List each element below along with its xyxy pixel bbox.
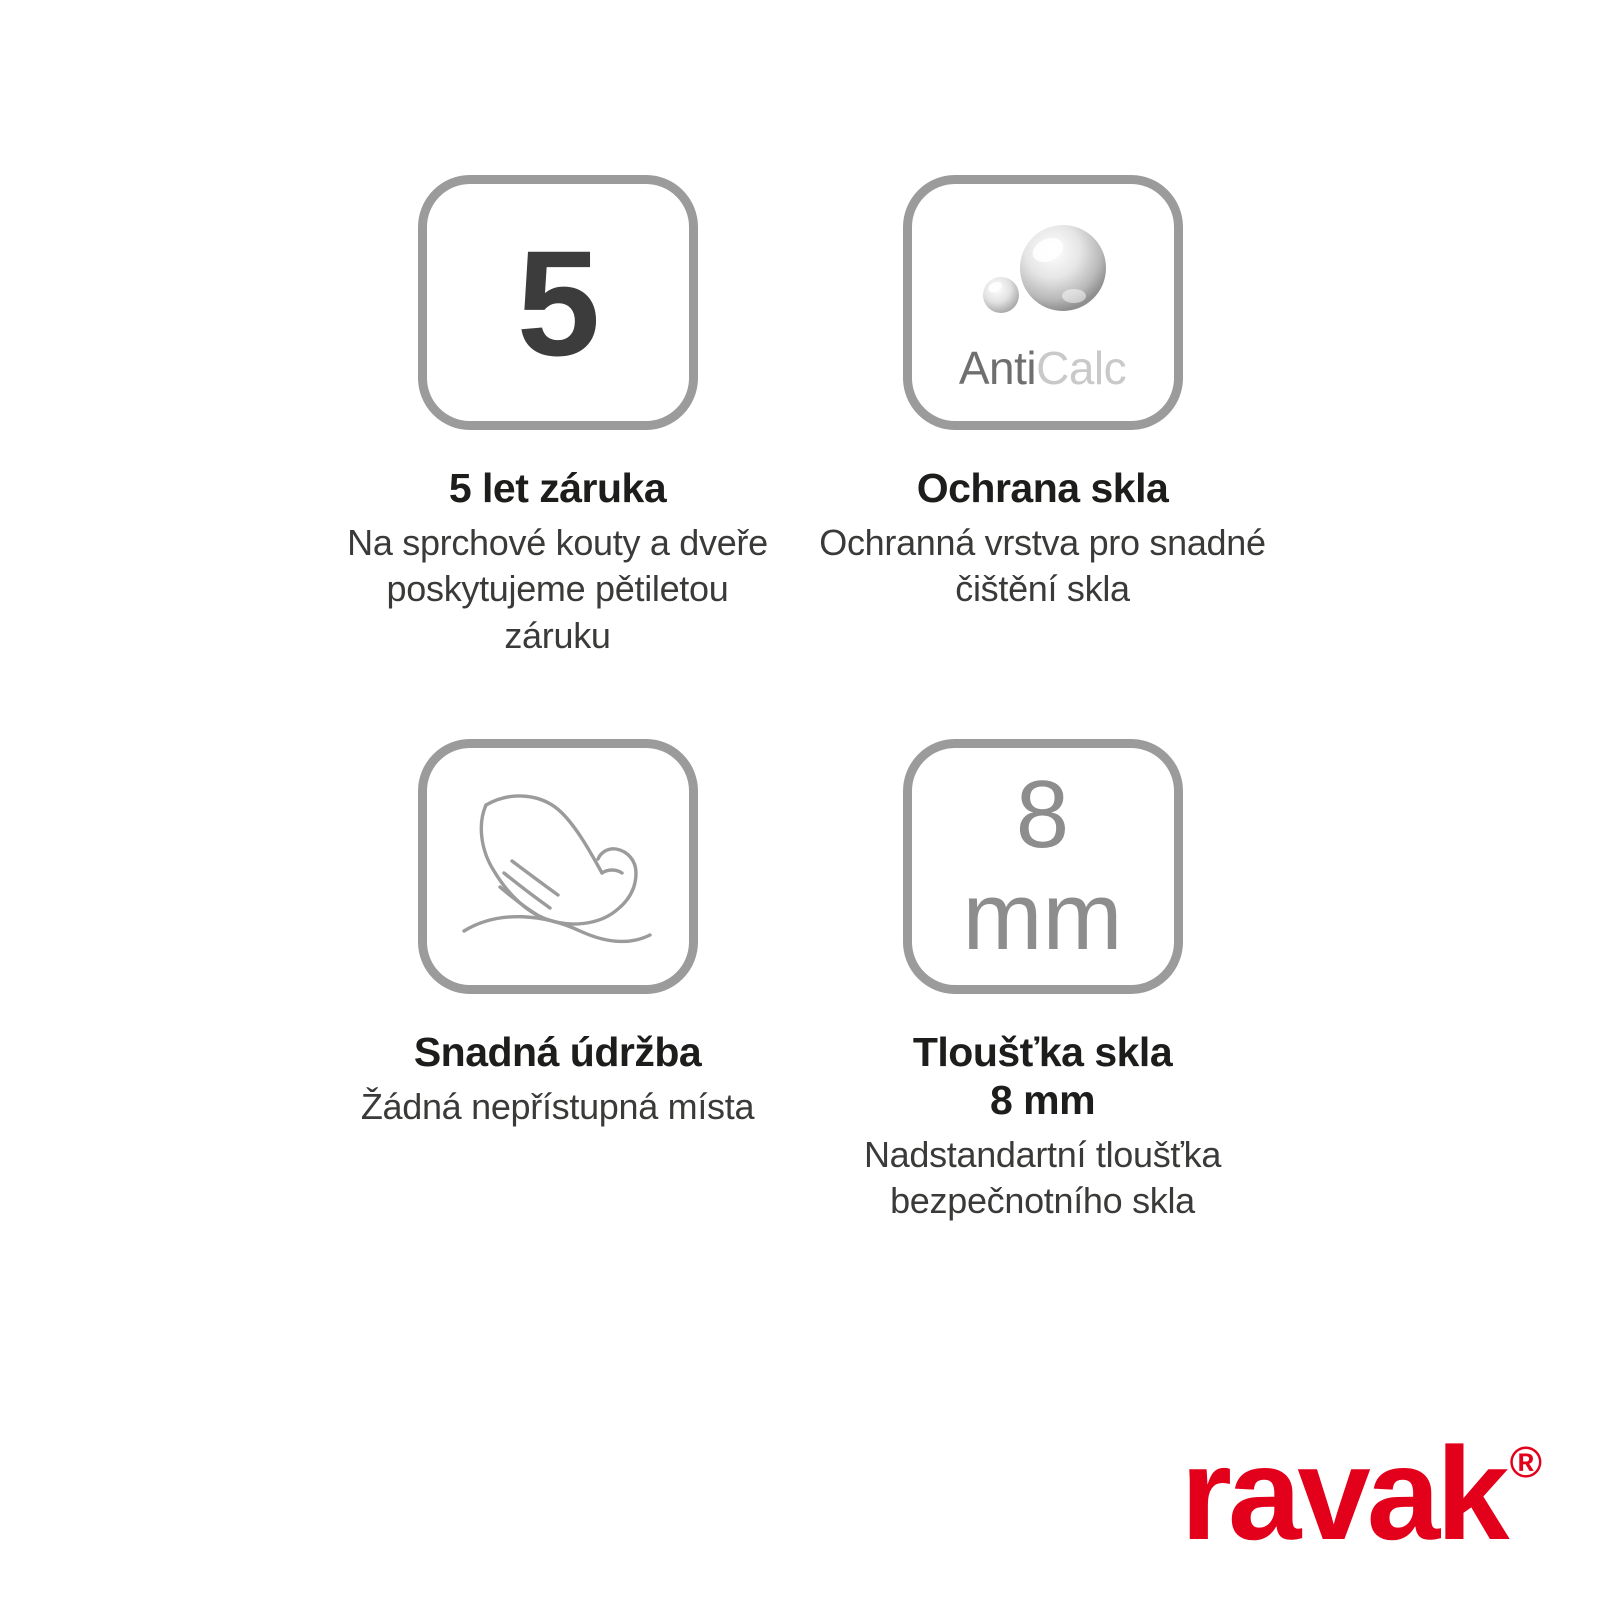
hand-wiping-icon	[418, 739, 698, 994]
feature-easy-maintenance	[330, 739, 785, 1225]
feature-glass-protection	[815, 175, 1270, 659]
number-5-icon	[418, 175, 698, 430]
feature-glass-protection-title: Ochrana skla	[916, 465, 1169, 511]
hand-wiping-icon-graphic	[450, 769, 665, 964]
ravak-logo-text: ravak	[1180, 1420, 1506, 1567]
feature-glass-thickness-title-line1: Tloušťka skla	[912, 1028, 1173, 1075]
feature-easy-maintenance-title: Snadná údržba	[413, 1028, 702, 1075]
feature-warranty	[330, 175, 785, 659]
registered-trademark-icon: ®	[1509, 1438, 1542, 1487]
glass-thickness-icon	[903, 739, 1183, 994]
feature-glass-thickness-description: Nadstandartní tloušťka bezpečnotního skla	[863, 1134, 1222, 1222]
feature-easy-maintenance-description: Žádná nepřístupná místa	[360, 1085, 755, 1127]
number-5-icon-label: 5	[516, 218, 599, 387]
anticalc-label	[959, 341, 1126, 395]
anticalc-label-anti: Anti	[958, 342, 1037, 394]
anticalc-droplet-icon	[903, 175, 1183, 430]
feature-warranty-title: 5 let záruka	[448, 465, 667, 511]
anticalc-label-calc: Calc	[1036, 342, 1127, 394]
glass-thickness-unit: mm	[962, 863, 1123, 971]
feature-glass-protection-description: Ochranná vrstva pro snadné čištění skla	[819, 522, 1266, 610]
ravak-logo	[1180, 1420, 1542, 1567]
feature-glass-thickness-title-line2: 8 mm	[989, 1076, 1096, 1123]
feature-glass-thickness	[815, 739, 1270, 1225]
feature-warranty-description: Na sprchové kouty a dveře poskytujeme pětiletou záruku	[347, 522, 768, 656]
glass-thickness-value: 8	[1015, 761, 1070, 869]
feature-glass-thickness-title	[913, 1028, 1172, 1125]
features-grid	[330, 175, 1270, 1225]
water-droplets-icon	[968, 220, 1118, 335]
